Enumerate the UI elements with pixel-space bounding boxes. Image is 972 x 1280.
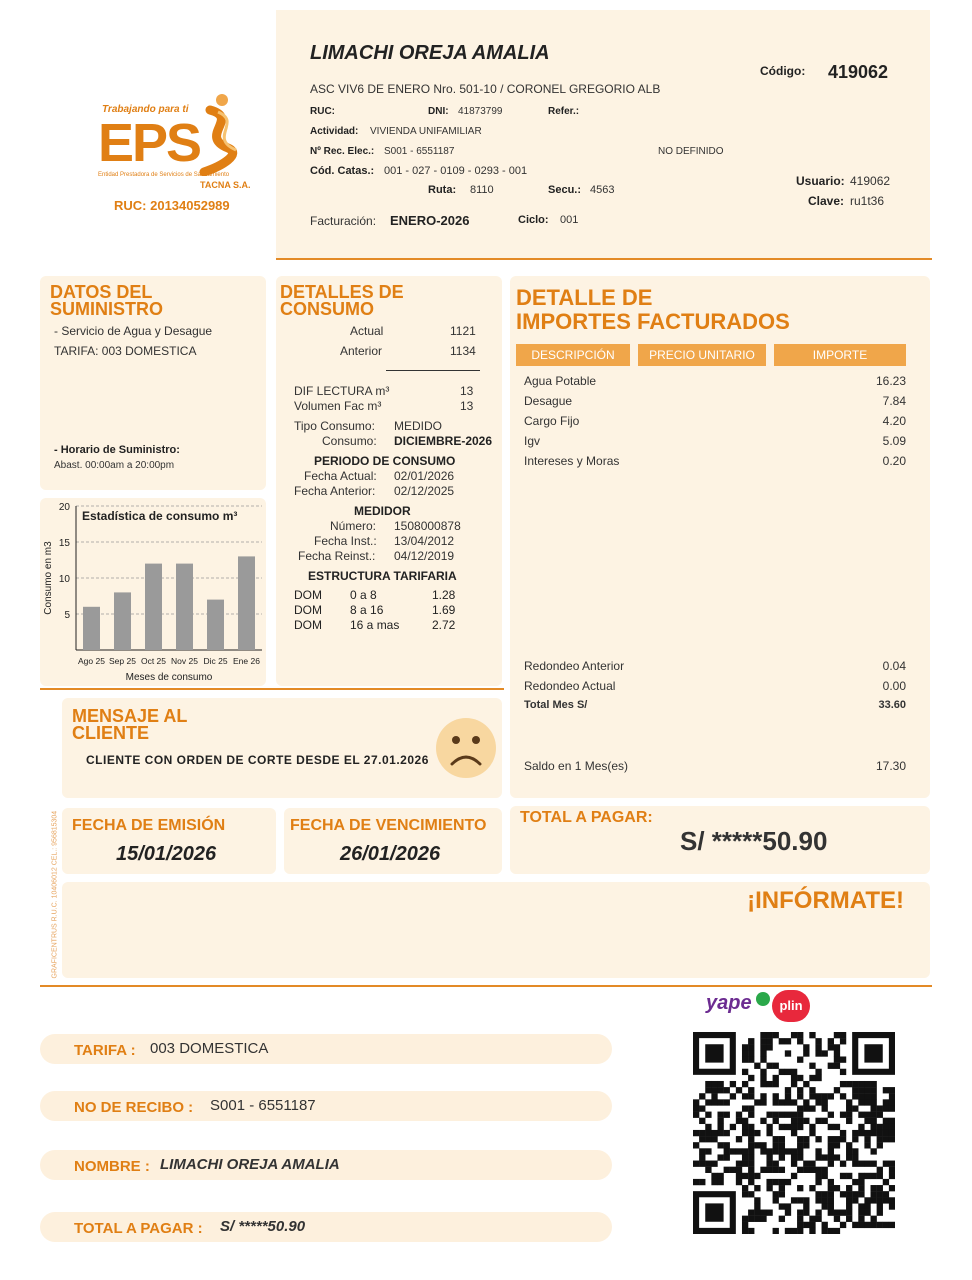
tarifa-cat: DOM [294, 603, 322, 617]
consumo-label: Consumo: [322, 434, 377, 448]
chart-bar [238, 556, 255, 650]
logo-swirl-icon [192, 94, 252, 176]
x-tick-label: Ago 25 [78, 656, 105, 666]
total-mes-row [524, 699, 906, 711]
stub-tarifa-label: TARIFA : [74, 1042, 136, 1059]
nrec-value: S001 - 6551187 [384, 146, 455, 157]
col-importe-header: IMPORTE [774, 344, 906, 366]
logo-entity: Entidad Prestadora de Servicios de Saneamiento [98, 172, 230, 178]
saldo-label: Saldo en 1 Mes(es) [524, 759, 629, 773]
mensaje-title-2: CLIENTE [72, 723, 150, 743]
tarifa-precio: 2.72 [432, 618, 456, 632]
consumo-title-2: CONSUMO [280, 299, 374, 319]
vol-label: Volumen Fac m³ [294, 399, 382, 413]
tarifa-rango: 8 a 16 [350, 603, 384, 617]
dni-value: 41873799 [458, 106, 503, 117]
redondeo-actual-row [524, 679, 906, 693]
stub-nombre-value: LIMACHI OREJA AMALIA [160, 1156, 340, 1173]
importes-panel [510, 276, 930, 798]
actividad-value: VIVIENDA UNIFAMILIAR [370, 126, 482, 137]
y-axis-label: Consumo en m3 [43, 541, 54, 615]
sad-face-icon [434, 716, 498, 780]
codigo-label: Código: [760, 64, 806, 78]
importes-title-1: DETALLE DE [516, 285, 653, 310]
redondeo-actual-value: 0.00 [882, 679, 906, 693]
importe-amount: 4.20 [882, 414, 906, 428]
stub-nombre-label: NOMBRE : [74, 1158, 150, 1175]
consumo-title-1: DETALLES DE [280, 282, 404, 302]
tarifa-text: TARIFA: 003 DOMESTICA [54, 344, 197, 358]
emision-value: 15/01/2026 [116, 843, 217, 865]
total-mes-label: Total Mes S/ [524, 699, 588, 711]
importe-amount: 5.09 [882, 434, 906, 448]
header-divider [276, 258, 932, 260]
reading-rule [386, 370, 480, 371]
no-definido: NO DEFINIDO [658, 146, 724, 157]
actual-value: 1121 [450, 324, 476, 338]
importe-amount: 0.20 [882, 454, 906, 468]
tarifa-cat: DOM [294, 588, 322, 602]
importes-title-2: IMPORTES FACTURADOS [516, 309, 790, 334]
customer-name: LIMACHI OREJA AMALIA [310, 42, 550, 64]
dni-label: DNI: [428, 106, 449, 117]
col-precio-header: PRECIO UNITARIO [638, 344, 766, 366]
vencimiento-value: 26/01/2026 [340, 843, 441, 865]
stub-recibo-row [40, 1091, 612, 1121]
plin-logo [772, 990, 810, 1022]
importe-amount: 7.84 [882, 394, 906, 408]
y-tick-label: 10 [58, 574, 70, 585]
stub-tarifa-row [40, 1034, 612, 1064]
chart-bar [83, 607, 100, 650]
codigo-value: 419062 [828, 62, 889, 82]
printer-side-text: GRAFICENTRUS R.U.C. 10406012 CEL.: 956815304 [51, 810, 59, 979]
mensaje-text: CLIENTE CON ORDEN DE CORTE DESDE EL 27.01.2026 [86, 753, 429, 767]
informate-panel [62, 882, 930, 978]
fecha-actual-value: 02/01/2026 [394, 469, 455, 483]
ciclo-label: Ciclo: [518, 214, 549, 226]
stub-recibo-label: NO DE RECIBO : [74, 1099, 194, 1116]
tarifa-row [294, 603, 494, 618]
tarifa-row [294, 588, 494, 603]
company-logo [96, 94, 266, 219]
total-value: S/ *****50.90 [680, 826, 828, 856]
estructura-title: ESTRUCTURA TARIFARIA [308, 569, 457, 583]
tarifa-precio: 1.69 [432, 603, 456, 617]
importe-desc: Intereses y Moras [524, 454, 620, 468]
y-tick-label: 15 [58, 538, 70, 549]
plin-text: plin [779, 998, 803, 1013]
importe-row [524, 414, 906, 428]
chart-bar [207, 600, 224, 650]
importe-desc: Cargo Fijo [524, 414, 580, 428]
refer-label: Refer.: [548, 106, 580, 117]
dif-label: DIF LECTURA m³ [294, 384, 390, 398]
total-label: TOTAL A PAGAR: [520, 809, 653, 826]
catas-value: 001 - 027 - 0109 - 0293 - 001 [384, 165, 528, 177]
fecha-anterior-label: Fecha Anterior: [294, 484, 376, 498]
x-tick-label: Sep 25 [109, 656, 136, 666]
vencimiento-panel [284, 808, 502, 874]
fecha-reinst-label: Fecha Reinst.: [298, 549, 376, 563]
fecha-reinst-value: 04/12/2019 [394, 549, 455, 563]
redondeo-actual-label: Redondeo Actual [524, 679, 616, 693]
ciclo-value: 001 [560, 214, 579, 226]
horario-label: - Horario de Suministro: [54, 444, 180, 456]
consumption-chart-panel [40, 498, 266, 686]
dif-value: 13 [460, 384, 474, 398]
logo-letters: EPS [98, 113, 201, 173]
numero-value: 1508000878 [394, 519, 461, 533]
redondeo-anterior-value: 0.04 [882, 659, 906, 673]
tarifa-rango: 0 a 8 [350, 588, 377, 602]
x-tick-label: Nov 25 [171, 656, 198, 666]
bottom-divider [40, 985, 932, 987]
emision-label: FECHA DE EMISIÓN [72, 817, 226, 834]
x-tick-label: Oct 25 [140, 656, 167, 666]
customer-address: ASC VIV6 DE ENERO Nro. 501-10 / CORONEL GREGORIO ALB [310, 82, 661, 96]
chart-bar [145, 564, 162, 650]
payment-qr-code[interactable] [693, 1032, 895, 1234]
redondeo-anterior-row [524, 659, 906, 673]
logo-ruc: RUC: 20134052989 [114, 198, 230, 213]
yape-badge-icon [756, 992, 770, 1006]
stub-total-label: TOTAL A PAGAR : [74, 1220, 203, 1237]
anterior-label: Anterior [340, 344, 383, 358]
secu-value: 4563 [590, 184, 615, 196]
tarifa-precio: 1.28 [432, 588, 456, 602]
tarifa-cat: DOM [294, 618, 322, 632]
stub-nombre-row [40, 1150, 612, 1180]
ruta-value: 8110 [470, 184, 494, 196]
periodo-title: PERIODO DE CONSUMO [314, 454, 456, 468]
consumption-chart [40, 498, 266, 686]
y-tick-label: 20 [58, 502, 70, 513]
y-tick-label: 5 [64, 610, 70, 621]
medidor-title: MEDIDOR [354, 504, 411, 518]
consumo-value: DICIEMBRE-2026 [394, 434, 493, 448]
mensaje-title-1: MENSAJE AL [72, 706, 188, 726]
tipo-value: MEDIDO [394, 419, 442, 433]
col-descripcion-header: DESCRIPCIÓN [516, 344, 630, 366]
importe-row [524, 454, 906, 468]
redondeo-anterior-label: Redondeo Anterior [524, 659, 625, 673]
horario-value: Abast. 00:00am a 20:00pm [54, 460, 175, 471]
importe-desc: Desague [524, 394, 573, 408]
x-tick-label: Ene 26 [233, 656, 260, 666]
header-panel [276, 10, 930, 258]
facturacion-value: ENERO-2026 [390, 213, 470, 228]
vencimiento-label: FECHA DE VENCIMIENTO [290, 817, 487, 834]
importe-row [524, 434, 906, 448]
importe-amount: 16.23 [875, 374, 906, 388]
clave-label: Clave: [808, 194, 845, 208]
facturacion-label: Facturación: [310, 214, 377, 228]
fecha-anterior-value: 02/12/2025 [394, 484, 455, 498]
importe-desc: Igv [524, 434, 541, 448]
importe-desc: Agua Potable [524, 374, 597, 388]
saldo-row [524, 759, 906, 773]
x-axis-label: Meses de consumo [125, 672, 213, 683]
ruc-label: RUC: [310, 106, 335, 117]
logo-tagline: Trabajando para ti [102, 104, 189, 115]
importe-row [524, 394, 906, 408]
ruta-label: Ruta: [428, 184, 457, 196]
fecha-inst-label: Fecha Inst.: [314, 534, 377, 548]
fecha-inst-value: 13/04/2012 [394, 534, 455, 548]
total-mes-value: 33.60 [878, 699, 906, 711]
emision-panel [62, 808, 276, 874]
chart-bar [176, 564, 193, 650]
chart-bar [114, 592, 131, 650]
tarifa-row [294, 618, 494, 633]
consumo-panel [276, 276, 502, 686]
yape-text: yape [706, 992, 752, 1014]
vol-value: 13 [460, 399, 474, 413]
nrec-label: Nº Rec. Elec.: [310, 146, 375, 157]
x-tick-label: Dic 25 [203, 656, 228, 666]
numero-label: Número: [330, 519, 377, 533]
fecha-actual-label: Fecha Actual: [304, 469, 377, 483]
actividad-label: Actividad: [310, 126, 359, 137]
secu-label: Secu.: [548, 184, 582, 196]
stub-total-row [40, 1212, 612, 1242]
actual-label: Actual [350, 324, 384, 338]
clave-value: ru1t36 [850, 194, 885, 208]
suministro-panel [40, 276, 266, 490]
logo-city: TACNA S.A. [200, 180, 251, 190]
suministro-title-2: SUMINISTRO [50, 299, 164, 319]
anterior-value: 1134 [450, 344, 476, 358]
saldo-value: 17.30 [875, 759, 906, 773]
total-panel [510, 806, 930, 874]
informate-title: ¡INFÓRMATE! [747, 887, 904, 914]
servicio-text: - Servicio de Agua y Desague [54, 324, 213, 338]
tarifa-table [294, 588, 494, 633]
mid-divider [40, 688, 504, 690]
suministro-title-1: DATOS DEL [50, 282, 153, 302]
stub-total-value: S/ *****50.90 [220, 1218, 306, 1235]
usuario-label: Usuario: [796, 174, 845, 188]
chart-title: Estadística de consumo m³ [82, 509, 238, 523]
yape-logo [706, 992, 770, 1015]
tipo-label: Tipo Consumo: [294, 419, 375, 433]
catas-label: Cód. Catas.: [310, 165, 375, 177]
usuario-value: 419062 [850, 174, 891, 188]
stub-tarifa-value: 003 DOMESTICA [150, 1040, 269, 1057]
tarifa-rango: 16 a mas [350, 618, 400, 632]
importe-row [524, 374, 906, 388]
mensaje-panel [62, 698, 502, 798]
stub-recibo-value: S001 - 6551187 [210, 1097, 316, 1114]
